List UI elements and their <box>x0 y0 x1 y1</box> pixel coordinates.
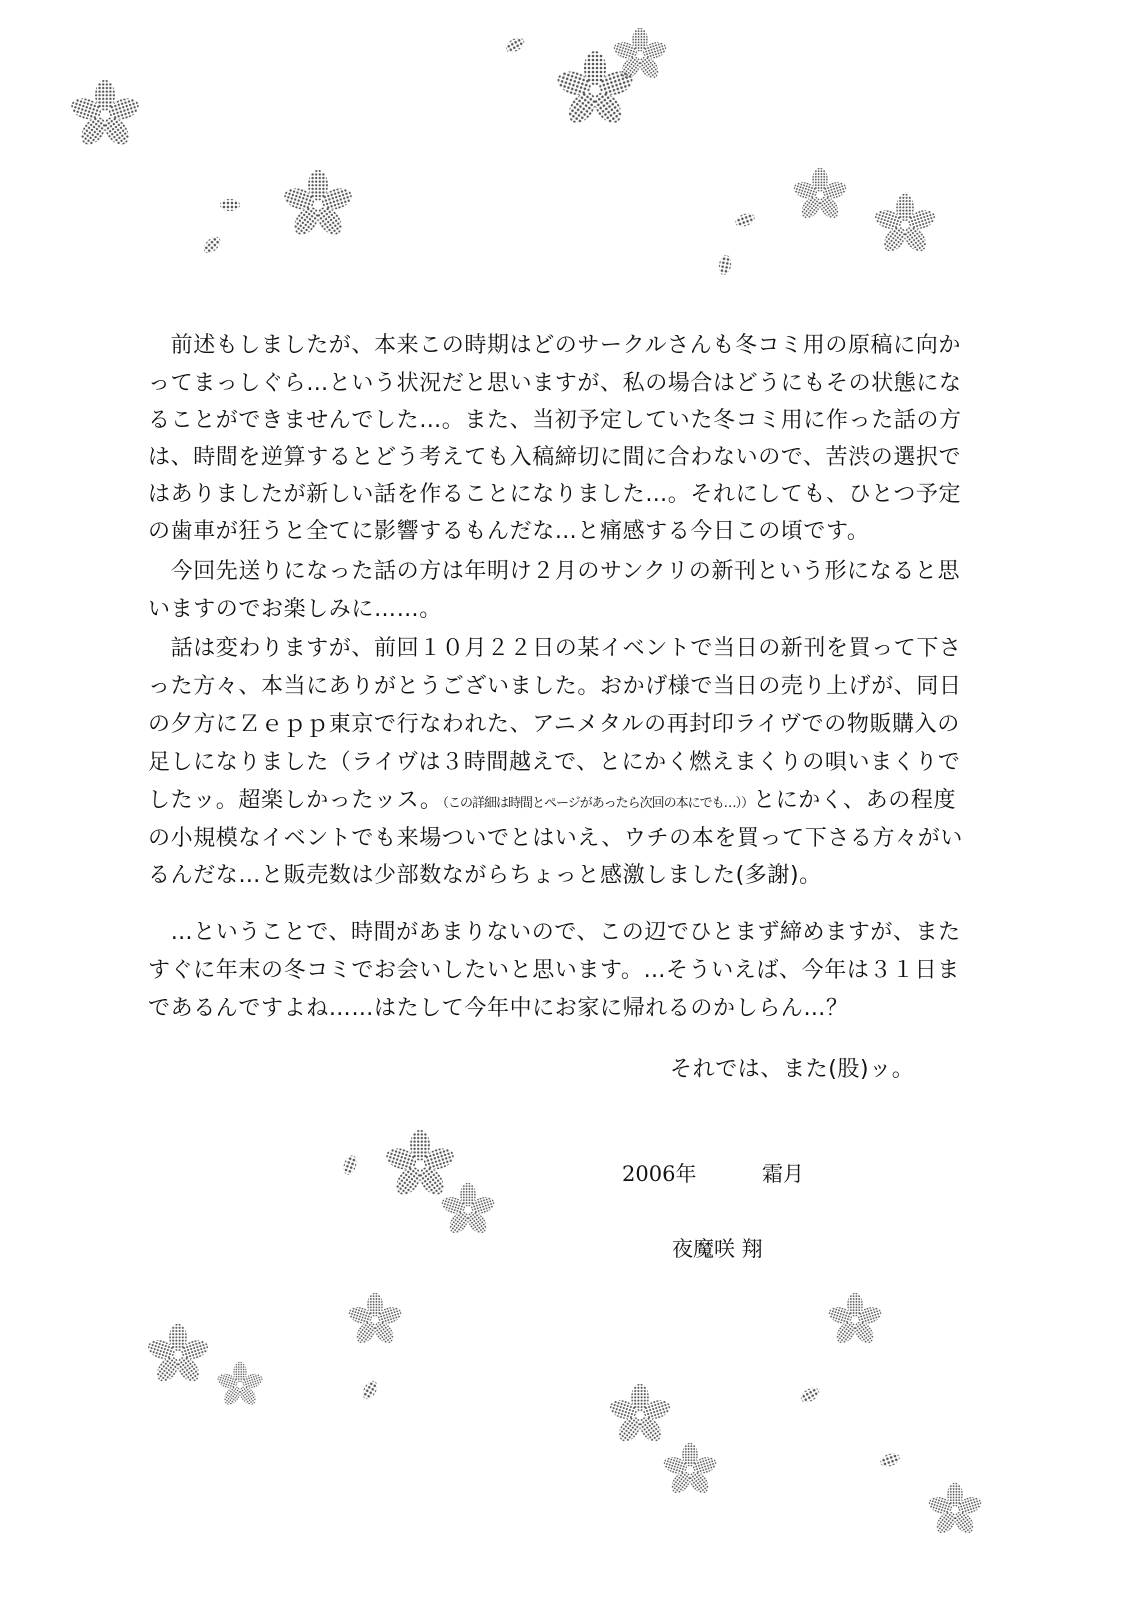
sakura-flower-icon <box>792 168 849 222</box>
text-line: すぐに年末の冬コミでお会いしたいと思います。…そういえば、今年は３１日ま <box>148 958 960 983</box>
author-name: 夜魔咲 翔 <box>672 1237 763 1261</box>
text-line: ることができませんでした…。また、当初予定していた冬コミ用に作った話の方 <box>148 408 962 433</box>
farewell: それでは、また(股)ッ。 <box>670 1057 915 1082</box>
text-line: は、時間を逆算するとどう考えても入稿締切に間に合わないので、苦渋の選択で <box>148 445 962 470</box>
text-line <box>148 788 956 817</box>
text-line: 今回先送りになった話の方は年明け２月のサンクリの新刊という形になると思 <box>148 559 961 584</box>
sakura-flower-icon <box>69 80 142 149</box>
aside-note: （この詳細は時間とページがあったら次回の本にでも…）） <box>442 796 754 811</box>
date-month: 霜月 <box>762 1162 804 1186</box>
sakura-flower-icon <box>384 1130 457 1199</box>
sakura-flower-icon <box>555 51 636 128</box>
sakura-flower-icon <box>440 1183 497 1237</box>
sakura-flower-icon <box>282 170 355 239</box>
sakura-flower-icon <box>927 1483 984 1537</box>
sakura-flower-icon <box>216 1362 265 1408</box>
text-line: った方々、本当にありがとうございました。おかげ様で当日の売り上げが、同日 <box>148 674 962 699</box>
date-year: 2006年 <box>622 1162 697 1186</box>
text-line: はありましたが新しい話を作ることになりました…。それにしても、ひとつ予定 <box>148 482 962 507</box>
text-line: であるんですよね……はたして今年中にお家に帰れるのかしらん…？ <box>148 996 849 1021</box>
sakura-flower-icon <box>873 194 938 256</box>
text-segment: したッ。超楽しかったッス。 <box>148 788 443 813</box>
text-line: るんだな…と販売数は少部数ながらちょっと感激しました(多謝)。 <box>148 863 822 888</box>
text-line: いますのでお楽しみに……。 <box>148 597 442 622</box>
sakura-flower-icon <box>662 1443 719 1497</box>
text-line: の夕方にＺｅｐｐ東京で行なわれた、アニメタルの再封印ライヴでの物販購入の <box>148 712 960 737</box>
text-line: の歯車が狂うと全てに影響するもんだな…と痛感する今日この頃です。 <box>148 519 870 544</box>
sakura-flower-icon <box>608 1384 673 1446</box>
text-line: ってまっしぐら…という状況だと思いますが、私の場合はどうにもその状態にな <box>148 371 962 396</box>
text-line: の小規模なイベントでも来場ついでとはいえ、ウチの本を買って下さる方々がい <box>148 826 963 851</box>
sakura-flower-icon <box>347 1293 404 1347</box>
sakura-flower-icon <box>827 1293 884 1347</box>
sakura-flower-icon <box>146 1324 211 1386</box>
text-line: 話は変わりますが、前回１０月２２日の某イベントで当日の新刊を買って下さ <box>148 636 962 661</box>
text-line: …ということで、時間があまりないので、この辺でひとまず締めますが、また <box>148 920 961 945</box>
text-segment: とにかく、あの程度 <box>753 788 957 813</box>
text-line: 前述もしましたが、本来この時期はどのサークルさんも冬コミ用の原稿に向か <box>148 333 961 358</box>
text-line: 足しになりました（ライヴは３時間越えで、とにかく燃えまくりの唄いまくりで <box>148 750 961 775</box>
